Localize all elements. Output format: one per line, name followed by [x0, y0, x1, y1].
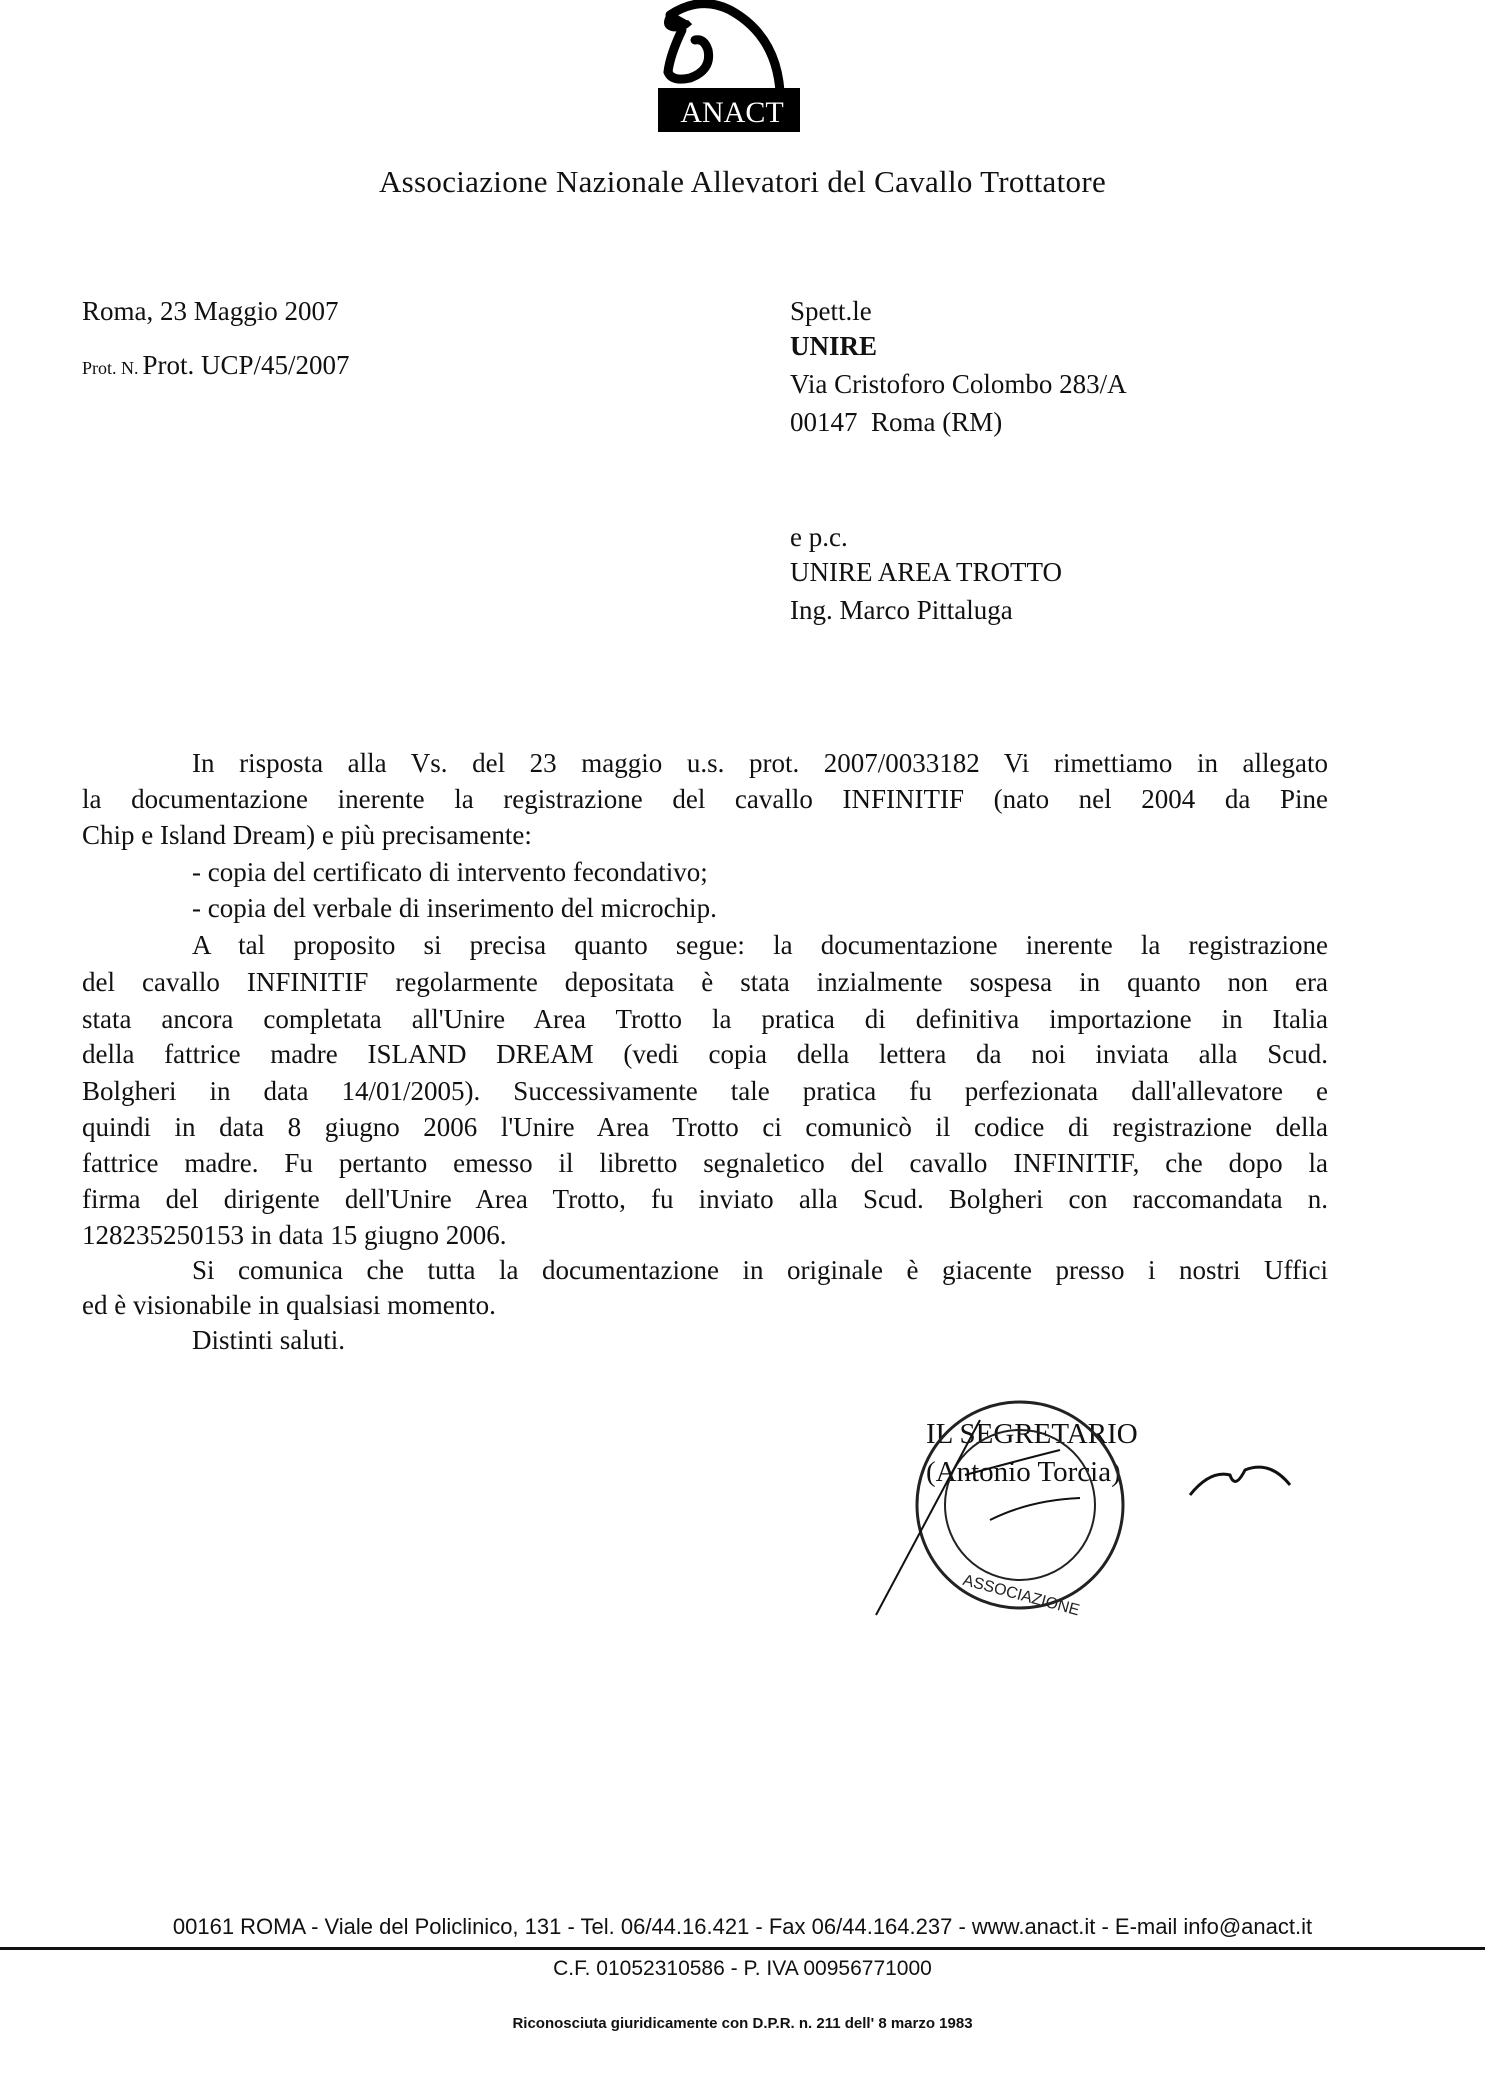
body-line: firma del dirigente dell'Unire Area Trotto, fu inviato alla Scud. Bolgheri con raccomandata n. [82, 1184, 1328, 1214]
protocol-number: Prot. UCP/45/2007 [142, 350, 350, 380]
body-line: Chip e Island Dream) e più precisamente: [82, 820, 532, 850]
body-line: - copia del verbale di inserimento del microchip. [192, 893, 717, 923]
cc-name: UNIRE AREA TROTTO [790, 557, 1063, 587]
anact-logo [600, 0, 800, 140]
protocol-label: Prot. N. [82, 358, 139, 378]
body-line: della fattrice madre ISLAND DREAM (vedi copia della lettera da noi inviata alla Scud. [82, 1039, 1328, 1069]
body-line: stata ancora completata all'Unire Area Trotto la pratica di definitiva importazione in Italia [82, 1004, 1328, 1034]
recipient-address-2: 00147 Roma (RM) [790, 407, 1003, 437]
cc-label: e p.c. [790, 522, 848, 552]
official-stamp-and-signature [870, 1400, 1310, 1630]
body-line: A tal proposito si precisa quanto segue: la documentazione inerente la registrazione [192, 930, 1328, 960]
footer-legal: Riconosciuta giuridicamente con D.P.R. n. 211 dell' 8 marzo 1983 [512, 2015, 973, 2032]
body-line: Si comunica che tutta la documentazione in originale è giacente presso i nostri Uffici [192, 1255, 1328, 1285]
signatory-name: (Antonio Torcia) [926, 1456, 1121, 1488]
signatory-title: IL SEGRETARIO [926, 1418, 1138, 1450]
body-line: del cavallo INFINITIF regolarmente depositata è stata inzialmente sospesa in quanto non era [82, 967, 1328, 997]
body-line: In risposta alla Vs. del 23 maggio u.s. prot. 2007/0033182 Vi rimettiamo in allegato [192, 748, 1328, 778]
recipient-name: UNIRE [790, 331, 878, 361]
recipient-salutation: Spett.le [790, 296, 872, 326]
body-line: Distinti saluti. [192, 1325, 346, 1355]
cc-person: Ing. Marco Pittaluga [790, 595, 1013, 625]
body-line: Bolgheri in data 14/01/2005). Successivamente tale pratica fu perfezionata dall'allevatore e [82, 1076, 1328, 1106]
protocol [82, 350, 350, 381]
svg-text:ASSOCIAZIONE: ASSOCIAZIONE [960, 1571, 1082, 1620]
body-line: fattrice madre. Fu pertanto emesso il libretto segnaletico del cavallo INFINITIF, che dopo la [82, 1148, 1328, 1178]
body-line: quindi in data 8 giugno 2006 l'Unire Area Trotto ci comunicò il codice di registrazione della [82, 1112, 1328, 1142]
place-date: Roma, 23 Maggio 2007 [82, 296, 339, 326]
footer-divider [0, 1947, 1485, 1950]
body-line: ed è visionabile in qualsiasi momento. [82, 1290, 496, 1320]
organization-name: Associazione Nazionale Allevatori del Cavallo Trottatore [378, 164, 1107, 199]
body-line: - copia del certificato di intervento fecondativo; [192, 857, 708, 887]
recipient-address-1: Via Cristoforo Colombo 283/A [790, 369, 1127, 399]
body-line: 128235250153 in data 15 giugno 2006. [82, 1220, 507, 1250]
svg-text:ANACT: ANACT [680, 96, 784, 129]
footer-address: 00161 ROMA - Viale del Policlinico, 131 - Tel. 06/44.16.421 - Fax 06/44.164.237 - www.anact.it - E-mail info@anact.it [172, 1914, 1313, 1939]
footer-fiscal: C.F. 01052310586 - P. IVA 00956771000 [553, 1957, 932, 1980]
body-line: la documentazione inerente la registrazione del cavallo INFINITIF (nato nel 2004 da Pine [82, 784, 1328, 814]
